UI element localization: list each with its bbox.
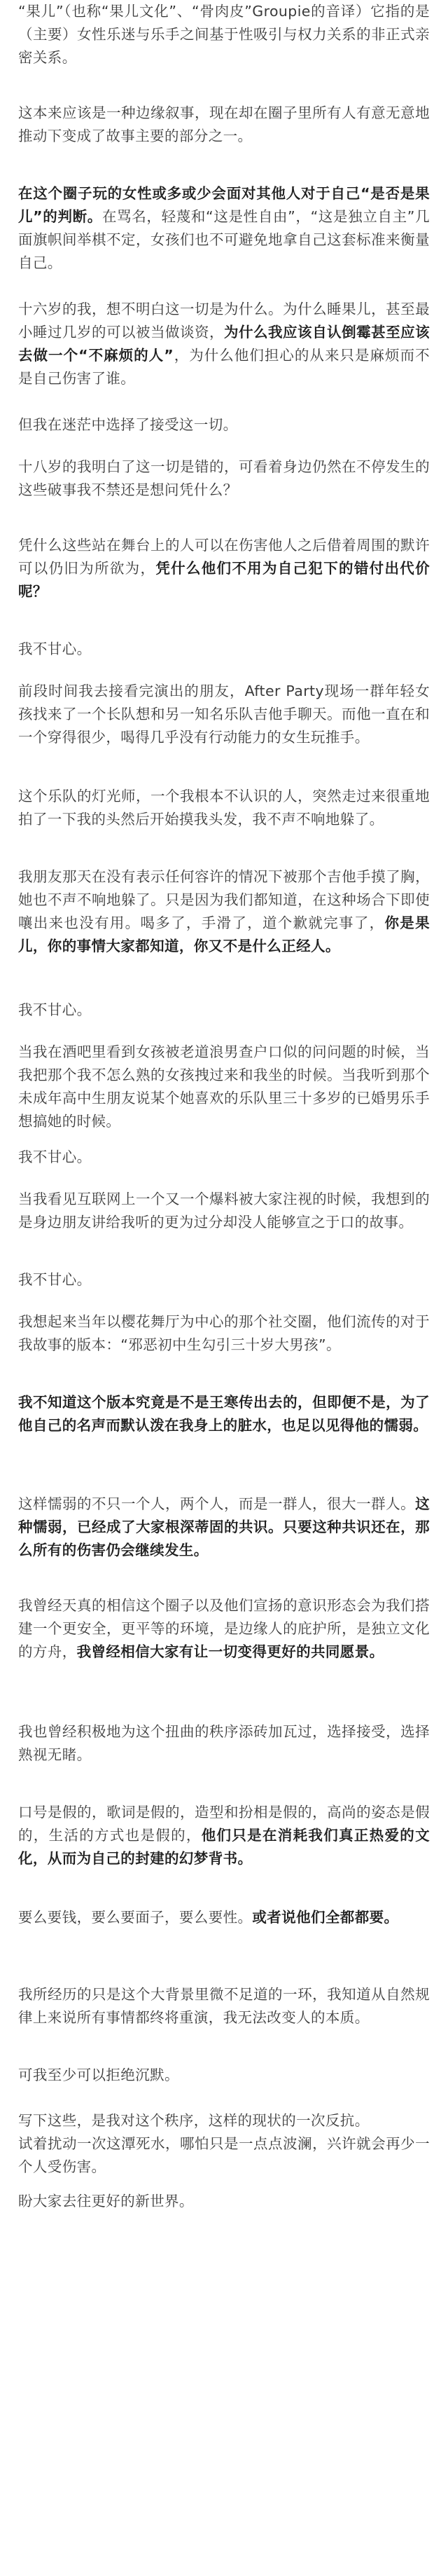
body-text: 我不甘心。 xyxy=(18,1001,92,1018)
article-paragraph xyxy=(18,182,430,275)
body-text: 我曾经天真的相信这个圈子以及他们宣扬的意识形态会为我们搭建一个更安全，更平等的环境，是边缘人的庇护所，是独立文化的方舟， xyxy=(18,1597,430,1660)
article-paragraph xyxy=(18,785,430,831)
body-text: 十六岁的我，想不明白这一切是为什么。为什么睡果儿，甚至最小睡过几岁的可以被当做谈资， xyxy=(18,301,430,341)
body-text: 试着扰动一次这潭死水，哪怕只是一点点波澜，兴许就会再少一个人受伤害。 xyxy=(18,2135,430,2175)
body-text: 我不甘心。 xyxy=(18,1149,92,1165)
body-text: 我也曾经积极地为这个扭曲的秩序添砖加瓦过，选择接受，选择熟视无睹。 xyxy=(18,1723,430,1763)
body-text: 凭什么这些站在舞台上的人可以在伤害他人之后借着周围的默许可以仍旧为所欲为， xyxy=(18,537,430,577)
article-paragraph xyxy=(18,298,430,390)
body-text: 在骂名，轻蔑和“这是性自由”，“这是独立自主”几面旗帜间举棋不定，女孩们也不可避免地拿自己这套标准来衡量自己。 xyxy=(18,208,430,271)
article-paragraph xyxy=(18,1720,430,1767)
body-text: 这个乐队的灯光师，一个我根本不认识的人，突然走过来很重地拍了一下我的头然后开始摸我头发，我不声不响地躲了。 xyxy=(18,788,430,828)
body-text: 写下这些，是我对这个秩序，这样的现状的一次反抗。 xyxy=(18,2112,370,2129)
body-text: 我朋友那天在没有表示任何容许的情况下被那个吉他手摸了胸，她也不声不响地躲了。只是因为我们都知道，在这种场合下即使嚷出来也没有用。喝多了，手滑了，道个歉就完事了， xyxy=(18,868,430,931)
body-text: “果儿”（也称“果儿文化”、“骨肉皮”Groupie的音译）它指的是（主要）女性乐迷与乐手之间基于性吸引与权力关系的非正式亲密关系。 xyxy=(18,3,430,66)
emphasized-text: 在这个圈子玩的女性或多或少会面对其他人对于自己“是否是果儿”的判断。 xyxy=(18,185,430,225)
article-paragraph xyxy=(18,1594,430,1664)
article-paragraph xyxy=(18,1268,430,1292)
body-text: 我想起来当年以樱花舞厅为中心的那个社交圈，他们流传的对于我故事的版本：“邪恶初中生勾引三十岁大男孩”。 xyxy=(18,1313,430,1353)
body-text: 当我看见互联网上一个又一个爆料被大家注视的时候，我想到的是身边朋友讲给我听的更为过分却没人能够宣之于口的故事。 xyxy=(18,1191,430,1231)
article-paragraph xyxy=(18,1188,430,1234)
article-paragraph xyxy=(18,1493,430,1562)
article-paragraph xyxy=(18,534,430,603)
body-text: 盼大家去往更好的新世界。 xyxy=(18,2193,194,2210)
article-paragraph xyxy=(18,2190,430,2213)
body-text: 这样懦弱的不只一个人，两个人，而是一群人，很大一群人。 xyxy=(18,1495,416,1512)
emphasized-text: 我不知道这个版本究竟是不是王寒传出去的，但即便不是，为了他自己的名声而默认泼在我身上的脏水，也足以见得他的懦弱。 xyxy=(18,1394,430,1434)
article-paragraph xyxy=(18,2064,430,2087)
article-paragraph xyxy=(18,1146,430,1169)
article-paragraph xyxy=(18,102,430,148)
article-paragraph xyxy=(18,2109,430,2179)
article-paragraph xyxy=(18,0,430,69)
emphasized-text: 这种懦弱，已经成了大家根深蒂固的共识。只要这种共识还在，那么所有的伤害仍会继续发生。 xyxy=(18,1495,430,1558)
emphasized-text: 为什么我应该自认倒霉甚至应该去做一个“不麻烦的人” xyxy=(18,324,430,364)
emphasized-text: 你是果儿，你的事情大家都知道，你又不是什么正经人。 xyxy=(18,914,430,954)
article-paragraph xyxy=(18,1983,430,2029)
body-text: 十八岁的我明白了这一切是错的，可看着身边仍然在不停发生的这些破事我不禁还是想问凭什么？ xyxy=(18,458,430,498)
article-paragraph xyxy=(18,999,430,1022)
article-paragraph xyxy=(18,1041,430,1133)
body-text: 这本来应该是一种边缘叙事，现在却在圈子里所有人有意无意地推动下变成了故事主要的部分之一。 xyxy=(18,104,430,144)
emphasized-text: 他们只是在消耗我们真正热爱的文化，从而为自己的封建的幻梦背书。 xyxy=(18,1827,430,1867)
body-text: ，为什么他们担心的从来只是麻烦而不是自己伤害了谁。 xyxy=(18,347,430,387)
emphasized-text: 我曾经相信大家有让一切变得更好的共同愿景。 xyxy=(76,1643,384,1660)
body-text: 我不甘心。 xyxy=(18,1271,92,1288)
body-text: 我所经历的只是这个大背景里微不足道的一环，我知道从自然规律上来说所有事情都终将重演，我无法改变人的本质。 xyxy=(18,1986,430,2026)
body-text: 但我在迷茫中选择了接受这一切。 xyxy=(18,416,238,433)
article-paragraph xyxy=(18,638,430,661)
emphasized-text: 凭什么他们不用为自己犯下的错付出代价呢？ xyxy=(18,560,430,600)
body-text: 前段时间我去接看完演出的朋友，After Party现场一群年轻女孩找来了一个长队想和另一知名乐队吉他手聊天。而他一直在和一个穿得很少，喝得几乎没有行动能力的女生玩推手。 xyxy=(18,683,430,746)
article-paragraph xyxy=(18,413,430,437)
article-paragraph xyxy=(18,1391,430,1437)
body-text: 我不甘心。 xyxy=(18,640,92,657)
body-text: 要么要钱，要么要面子，要么要性。 xyxy=(18,1909,253,1926)
article-paragraph xyxy=(18,1310,430,1357)
article-paragraph xyxy=(18,865,430,958)
article-paragraph xyxy=(18,455,430,502)
article-paragraph xyxy=(18,680,430,749)
article-paragraph xyxy=(18,1801,430,1870)
body-text: 当我在酒吧里看到女孩被老道浪男查户口似的问问题的时候，当我把那个我不怎么熟的女孩拽过来和我坐的时候。当我听到那个未成年高中生朋友说某个她喜欢的乐队里三十多岁的已婚男乐手想搞她的时候。 xyxy=(18,1043,430,1130)
emphasized-text: 或者说他们全都都要。 xyxy=(252,1909,399,1926)
article-paragraph xyxy=(18,1906,430,1929)
body-text: 可我至少可以拒绝沉默。 xyxy=(18,2067,179,2083)
body-text: 口号是假的，歌词是假的，造型和扮相是假的，高尚的姿态是假的，生活的方式也是假的， xyxy=(18,1804,430,1844)
